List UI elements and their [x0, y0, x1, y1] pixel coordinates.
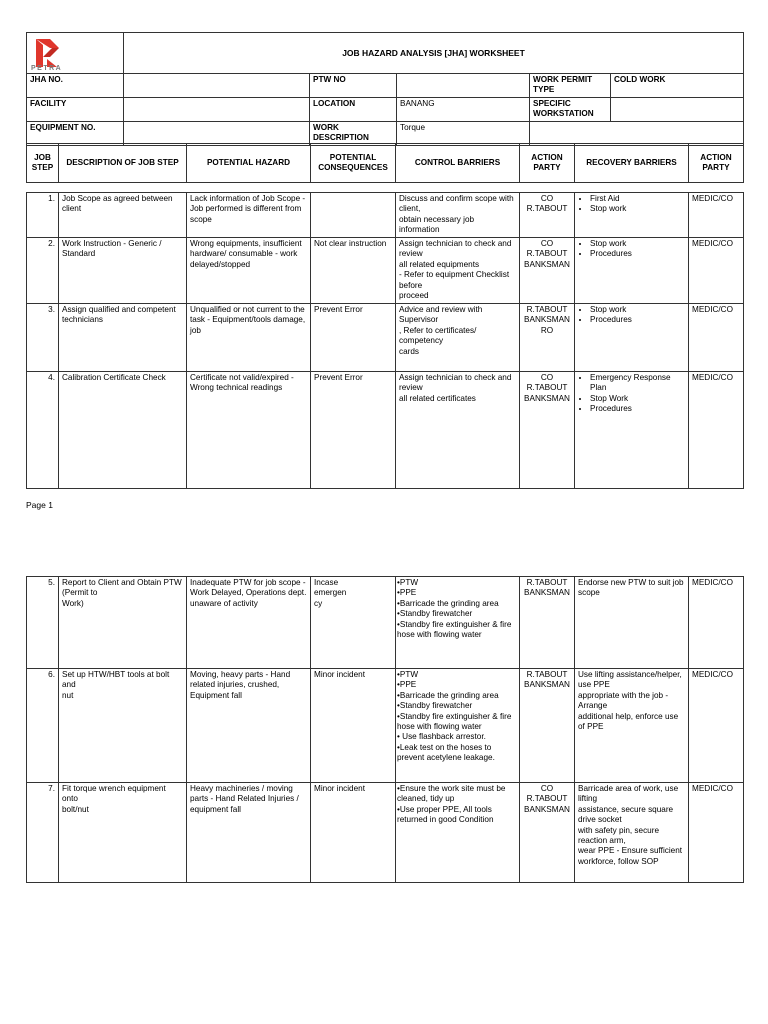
recovery-line: Barricade area of work, use lifting: [578, 784, 679, 804]
consequence: [311, 669, 396, 783]
control-barriers: [396, 238, 520, 304]
recovery-item: • Procedures: [590, 404, 685, 414]
page-title: JOB HAZARD ANALYSIS [JHA] WORKSHEET: [124, 33, 744, 74]
hazard: Certificate not valid/expired - Wrong technical readings: [187, 372, 311, 489]
consequence: [311, 783, 396, 883]
party-line: R.TABOUT: [526, 383, 568, 393]
step-number: 3.: [27, 304, 59, 372]
control-item: • Ensure the work site must be cleaned, tidy up: [397, 784, 516, 805]
location-label: LOCATION: [310, 97, 397, 121]
jha-no-label: JHA NO.: [27, 74, 124, 98]
party-line: BANKSMAN: [524, 259, 570, 269]
desc-line: (Permit to: [62, 588, 98, 598]
workstation-label: SPECIFIC WORKSTATION: [530, 97, 611, 121]
action-party: [520, 304, 575, 372]
recovery-item: • Stop work: [590, 239, 685, 249]
consequence-line: cy: [314, 598, 323, 608]
party-line: BANKSMAN: [524, 315, 570, 325]
action-party-2: MEDIC/CO: [689, 304, 744, 372]
table-row: [27, 193, 744, 238]
party-line: R.TABOUT: [526, 578, 568, 587]
work-desc-value: Torque: [397, 121, 530, 145]
column-header-table: [26, 143, 744, 183]
control-barriers: [396, 669, 520, 783]
control-line: all related equipments: [399, 259, 480, 269]
party-line: CO: [540, 373, 554, 382]
table-row: [27, 238, 744, 304]
hazard: Moving, heavy parts - Hand related injuries, crushed, Equipment fall: [187, 669, 311, 783]
party-line: RO: [540, 325, 554, 335]
step-description: Job Scope as agreed between client: [59, 193, 187, 238]
consequence: Prevent Error: [311, 304, 396, 372]
col-job-step: JOB STEP: [27, 144, 59, 183]
table-row: [27, 783, 744, 883]
action-party: [520, 238, 575, 304]
action-party-2: MEDIC/CO: [689, 577, 744, 669]
recovery-line: Use lifting assistance/helper, use PPE: [578, 670, 682, 690]
control-line: proceed: [399, 291, 429, 301]
consequence: Not clear instruction: [311, 238, 396, 304]
consequence: [311, 577, 396, 669]
recovery-line: Endorse new PTW to suit job scope: [578, 578, 684, 598]
col-description: DESCRIPTION OF JOB STEP: [59, 144, 187, 183]
workstation-value: [611, 97, 744, 121]
recovery-barriers: [575, 372, 689, 489]
col-control-barriers: CONTROL BARRIERS: [396, 144, 520, 183]
party-line: R.TABOUT: [526, 794, 568, 804]
step-number: 6.: [27, 669, 59, 783]
table-row: [27, 304, 744, 372]
control-barriers: [396, 372, 520, 489]
jha-rows-page2: [26, 576, 744, 883]
step-description: Calibration Certificate Check: [59, 372, 187, 489]
control-line: Discuss and confirm scope with client,: [399, 194, 514, 214]
desc-line: Work): [62, 598, 84, 608]
equipment-value: [124, 121, 310, 145]
recovery-item: • Stop work: [590, 204, 685, 214]
recovery-line: assistance, secure square drive socket: [578, 804, 674, 825]
consequence-line: Incase: [314, 578, 339, 587]
col-potential-hazard: POTENTIAL HAZARD: [187, 144, 311, 183]
control-item: • Standby firewatcher: [397, 701, 516, 711]
party-line: R.TABOUT: [526, 204, 568, 214]
party-line: BANKSMAN: [524, 804, 570, 814]
hazard: Wrong equipments, insufficient hardware/ consumable - work delayed/stopped: [187, 238, 311, 304]
party-line: CO: [540, 194, 554, 203]
recovery-barriers: [575, 669, 689, 783]
step-description: Work Instruction - Generic / Standard: [59, 238, 187, 304]
col-potential-consequences: POTENTIAL CONSEQUENCES: [311, 144, 396, 183]
permit-type-label: WORK PERMIT TYPE: [530, 74, 611, 98]
logo-text: PETRA: [31, 65, 63, 72]
control-line: obtain necessary job information: [399, 214, 475, 235]
desc-line: Report to Client and Obtain PTW: [62, 578, 182, 587]
recovery-line: wear PPE - Ensure sufficient: [578, 846, 683, 856]
consequence-line: Minor incident: [314, 670, 365, 679]
step-number: 4.: [27, 372, 59, 489]
ptw-no-label: PTW NO: [310, 74, 397, 98]
control-line: cards: [399, 346, 420, 356]
step-number: 2.: [27, 238, 59, 304]
consequence: Prevent Error: [311, 372, 396, 489]
col-action-party-2: ACTION PARTY: [689, 144, 744, 183]
recovery-line: appropriate with the job - Arrange: [578, 690, 669, 711]
recovery-item: • Procedures: [590, 249, 685, 259]
recovery-item: • Stop work: [590, 305, 685, 315]
recovery-line: workforce, follow SOP: [578, 856, 659, 866]
desc-line: Fit torque wrench equipment onto: [62, 784, 166, 804]
action-party-2: MEDIC/CO: [689, 372, 744, 489]
step-description: Assign qualified and competent technicians: [59, 304, 187, 372]
action-party-2: MEDIC/CO: [689, 238, 744, 304]
recovery-line: additional help, enforce use of PPE: [578, 711, 679, 732]
consequence: [311, 193, 396, 238]
logo-cell: [27, 33, 124, 74]
ptw-no-value: [397, 74, 530, 98]
consequence-line: emergen: [314, 588, 347, 598]
recovery-barriers: [575, 783, 689, 883]
action-party: [520, 372, 575, 489]
facility-value: [124, 97, 310, 121]
desc-line: bolt/nut: [62, 804, 89, 814]
recovery-line: with safety pin, secure reaction arm,: [578, 825, 660, 846]
step-description: [59, 577, 187, 669]
control-barriers: [396, 577, 520, 669]
control-line: Assign technician to check and review: [399, 239, 512, 259]
hazard: Inadequate PTW for job scope - Work Delayed, Operations dept. unaware of activity: [187, 577, 311, 669]
action-party-2: MEDIC/CO: [689, 783, 744, 883]
control-item: • PPE: [397, 588, 516, 598]
action-party-2: MEDIC/CO: [689, 193, 744, 238]
action-party: [520, 669, 575, 783]
party-line: BANKSMAN: [524, 588, 570, 598]
party-line: R.TABOUT: [526, 670, 568, 679]
control-item: • Use flashback arrestor.: [397, 732, 516, 742]
desc-line: Set up HTW/HBT tools at bolt and: [62, 670, 170, 690]
control-item: • PTW: [397, 670, 516, 680]
control-barriers: [396, 304, 520, 372]
recovery-item: • First Aid: [590, 194, 685, 204]
control-item: • Standby firewatcher: [397, 609, 516, 619]
table-row: [27, 669, 744, 783]
party-line: R.TABOUT: [526, 305, 568, 314]
recovery-barriers: [575, 238, 689, 304]
control-item: • Use proper PPE, All tools returned in good Condition: [397, 805, 516, 826]
table-row: [27, 372, 744, 489]
recovery-item: • Stop Work: [590, 394, 685, 404]
hazard: Lack information of Job Scope - Job performed is different from scope: [187, 193, 311, 238]
control-line: Advice and review with Supervisor: [399, 305, 483, 325]
hazard: Unqualified or not current to the task - Equipment/tools damage, job: [187, 304, 311, 372]
action-party-2: MEDIC/CO: [689, 669, 744, 783]
action-party: [520, 577, 575, 669]
party-line: BANKSMAN: [524, 393, 570, 403]
location-value: BANANG: [397, 97, 530, 121]
col-recovery-barriers: RECOVERY BARRIERS: [575, 144, 689, 183]
facility-label: FACILITY: [27, 97, 124, 121]
control-barriers: [396, 193, 520, 238]
table-row: [27, 577, 744, 669]
recovery-item: • Procedures: [590, 315, 685, 325]
recovery-item: • Emergency Response Plan: [590, 373, 685, 394]
control-line: all related certificates: [399, 393, 476, 403]
control-item: • Leak test on the hoses to prevent acetylene leakage.: [397, 743, 516, 764]
control-barriers: [396, 783, 520, 883]
control-item: • PPE: [397, 680, 516, 690]
desc-line: nut: [62, 690, 74, 700]
control-line: - Refer to equipment Checklist before: [399, 270, 510, 290]
step-description: [59, 783, 187, 883]
step-number: 5.: [27, 577, 59, 669]
recovery-barriers: [575, 304, 689, 372]
control-item: • Barricade the grinding area: [397, 599, 516, 609]
permit-type-value: COLD WORK: [611, 74, 744, 98]
hazard: Heavy machineries / moving parts - Hand Related Injuries / equipment fall: [187, 783, 311, 883]
control-item: • Standby fire extinguisher & fire hose with flowing water: [397, 712, 516, 733]
step-description: [59, 669, 187, 783]
control-line: Assign technician to check and review: [399, 373, 512, 393]
control-line: , Refer to certificates/ competency: [399, 325, 477, 346]
party-line: CO: [540, 239, 554, 248]
jha-no-value: [124, 74, 310, 98]
party-line: CO: [540, 784, 554, 793]
recovery-barriers: [575, 193, 689, 238]
empty-cell: [530, 121, 744, 145]
party-line: R.TABOUT: [526, 249, 568, 259]
action-party: [520, 783, 575, 883]
control-item: • Barricade the grinding area: [397, 691, 516, 701]
recovery-barriers: [575, 577, 689, 669]
jha-header-table: [26, 32, 744, 146]
party-line: BANKSMAN: [524, 680, 570, 690]
control-item: • Standby fire extinguisher & fire hose with flowing water: [397, 620, 516, 641]
action-party: [520, 193, 575, 238]
step-number: 1.: [27, 193, 59, 238]
equipment-label: EQUIPMENT NO.: [27, 121, 124, 145]
page-number: Page 1: [26, 500, 53, 510]
step-number: 7.: [27, 783, 59, 883]
work-desc-label: WORK DESCRIPTION: [310, 121, 397, 145]
control-item: • PTW: [397, 578, 516, 588]
jha-rows-page1: [26, 192, 744, 489]
col-action-party: ACTION PARTY: [520, 144, 575, 183]
consequence-line: Minor incident: [314, 784, 365, 793]
